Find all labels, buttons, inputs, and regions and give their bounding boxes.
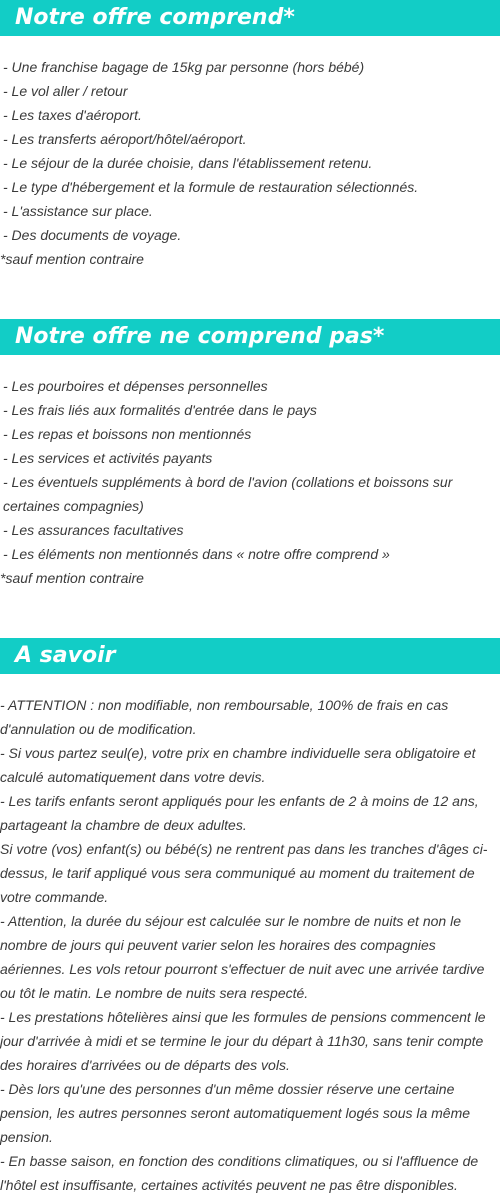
footnote: *sauf mention contraire [0,570,144,586]
section-header-offre-comprend: Notre offre comprend* [0,0,500,36]
list-item: - Les frais liés aux formalités d'entrée dans le pays [3,402,317,418]
list-item: - Une franchise bagage de 15kg par personne (hors bébé) [3,59,365,75]
excluded-list [0,374,500,590]
info-paragraphs [0,693,496,1197]
list-item: - Les taxes d'aéroport. [3,107,142,123]
list-item: - Les éléments non mentionnés dans « notre offre comprend » [3,546,390,562]
list-item: - Le type d'hébergement et la formule de restauration sélectionnés. [3,179,419,195]
list-item: - Le séjour de la durée choisie, dans l'établissement retenu. [3,155,373,171]
list-item: - Les transferts aéroport/hôtel/aéroport. [3,131,247,147]
list-item: - Les pourboires et dépenses personnelles [3,378,268,394]
info-paragraph: - Si vous partez seul(e), votre prix en chambre individuelle sera obligatoire et calculé automatiquement dans votre devis. [0,745,476,785]
list-item: - L'assistance sur place. [3,203,153,219]
info-paragraph: - ATTENTION : non modifiable, non remboursable, 100% de frais en cas d'annulation ou de modification. [0,697,449,737]
info-paragraph: - Attention, la durée du séjour est calculée sur le nombre de nuits et non le nombre de jours qui peuvent varier selon les horaires des compagnies aériennes. Les vols retour pourront s'effectuer de nuit avec une arrivée tardive ou tôt le matin. Le nombre de nuits sera respecté. [0,913,485,1001]
list-item: - Les éventuels suppléments à bord de l'avion (collations et boissons sur certaines compagnies) [3,474,453,514]
list-item: - Des documents de voyage. [3,227,182,243]
info-paragraph: - Dès lors qu'une des personnes d'un même dossier réserve une certaine pension, les autres personnes seront automatiquement logés sous la même pension. [0,1081,471,1145]
section-header-offre-ne-comprend-pas: Notre offre ne comprend pas* [0,319,500,355]
info-paragraph: - Les tarifs enfants seront appliqués pour les enfants de 2 à moins de 12 ans, partageant la chambre de deux adultes. [0,793,479,833]
footnote: *sauf mention contraire [0,251,144,267]
info-paragraph: Si votre (vos) enfant(s) ou bébé(s) ne rentrent pas dans les tranches d'âges ci-dessus, le tarif appliqué vous sera communiqué au moment du traitement de votre commande. [0,841,488,905]
section-header-a-savoir: A savoir [0,638,500,674]
info-paragraph: - Les prestations hôtelières ainsi que les formules de pensions commencent le jour d'arrivée à midi et se termine le jour du départ à 11h30, sans tenir compte des horaires d'arrivées ou de départs des vols. [0,1009,486,1073]
list-item: - Les services et activités payants [3,450,213,466]
info-paragraph: - En basse saison, en fonction des conditions climatiques, ou si l'affluence de l'hôtel est insuffisante, certaines activités peuvent ne pas être disponibles. [0,1153,479,1193]
list-item: - Le vol aller / retour [3,83,128,99]
list-item: - Les assurances facultatives [3,522,184,538]
list-item: - Les repas et boissons non mentionnés [3,426,252,442]
included-list [0,55,500,271]
